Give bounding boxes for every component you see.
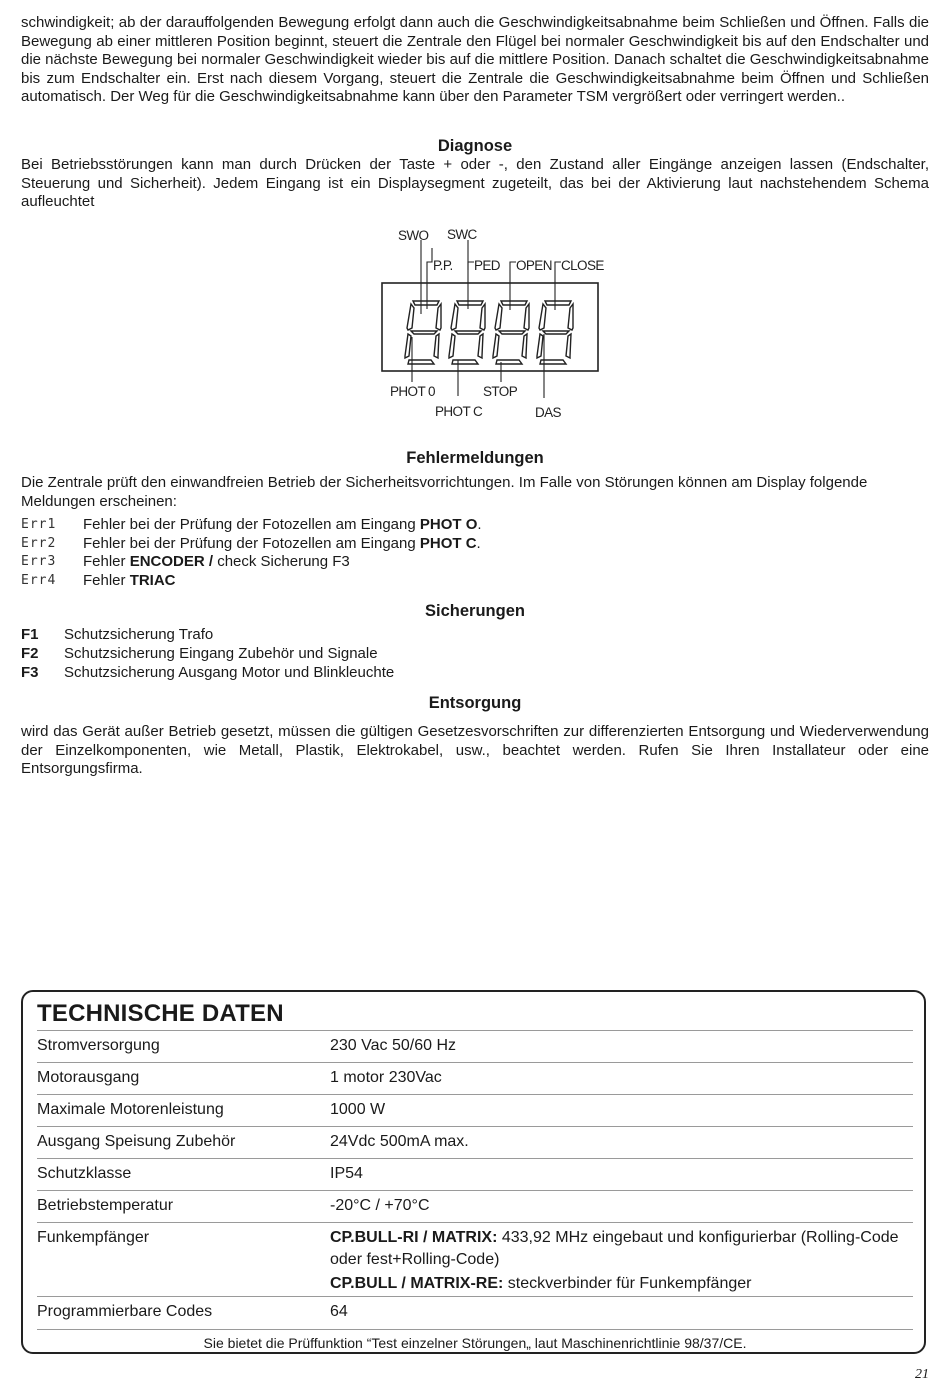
tech-value: -20°C / +70°C: [330, 1197, 430, 1214]
fuse-code: F3: [21, 663, 39, 681]
tech-row: [37, 1062, 913, 1095]
fuse-description: Schutzsicherung Eingang Zubehör und Signale: [64, 644, 378, 662]
tech-value: 1 motor 230Vac: [330, 1069, 442, 1086]
error-list: [21, 516, 929, 590]
label-open: OPEN: [516, 258, 552, 273]
label-ped: PED: [474, 258, 500, 273]
fuse-item: [21, 645, 929, 664]
tech-key: Schutzklasse: [37, 1165, 132, 1182]
label-close: CLOSE: [561, 258, 604, 273]
tech-key: Programmierbare Codes: [37, 1303, 213, 1320]
error-item: [21, 572, 929, 591]
display-panel: [382, 283, 598, 371]
tech-row: [37, 1222, 913, 1297]
fuse-item: [21, 664, 929, 683]
error-code: Err3: [21, 554, 57, 570]
tech-key: Funkempfänger: [37, 1229, 150, 1246]
error-item: [21, 535, 929, 554]
tech-value: 230 Vac 50/60 Hz: [330, 1037, 457, 1054]
tech-value: CP.BULL-RI / MATRIX: 433,92 MHz eingebaut und konfigurierbar (Rolling-Code oder fest+Rolling-Code) CP.BULL / MATRIX-RE: steckverbinder für Funkempfänger: [330, 1229, 899, 1292]
section-title-sicherungen: Sicherungen: [425, 602, 525, 620]
diagnose-paragraph: Bei Betriebsstörungen kann man durch Drücken der Taste + oder -, den Zustand aller Eingänge anzeigen lassen (Endschalter, Steuerung und Sicherheit). Jedem Eingang ist ein Displaysegment zugeteilt, das bei der Aktivierung laut nachstehendem Schema aufleuchtet: [21, 156, 929, 211]
technical-data-title: TECHNISCHE DATEN: [37, 1000, 284, 1027]
fuse-item: [21, 626, 929, 645]
disposal-paragraph: wird das Gerät außer Betrieb gesetzt, müssen die gültigen Gesetzesvorschriften zur differenzierten Entsorgung und Wiederverwendung der Einzelkomponenten, wie Metall, Plastik, Elektrokabel, usw., beachtet werden. Rufen Sie Ihren Installateur oder eine Entsorgungsfirma.: [21, 723, 929, 778]
tech-row: [37, 1296, 913, 1329]
section-title-diagnose: Diagnose: [437, 137, 513, 155]
page-number: 21: [915, 1367, 929, 1382]
error-item: [21, 553, 929, 572]
section-title-fehlermeldungen: Fehlermeldungen: [406, 449, 544, 467]
error-item: [21, 516, 929, 535]
error-code: Err1: [21, 517, 57, 532]
label-swc: SWC: [447, 227, 477, 242]
label-das: DAS: [535, 405, 561, 420]
tech-value: 1000 W: [330, 1101, 386, 1118]
fuse-code: F2: [21, 644, 39, 662]
error-description: Fehler TRIAC: [83, 571, 176, 589]
fuse-list: [21, 626, 929, 682]
fuse-description: Schutzsicherung Trafo: [64, 626, 214, 643]
error-description: Fehler bei der Prüfung der Fotozellen am Eingang PHOT C.: [83, 534, 481, 552]
tech-row: [37, 1126, 913, 1159]
tech-key: Stromversorgung: [37, 1037, 160, 1054]
tech-row: [37, 1030, 913, 1063]
intro-paragraph: schwindigkeit; ab der darauffolgenden Bewegung erfolgt dann auch die Geschwindigkeitsabnahme beim Schließen und Öffnen. Falls die Bewegung ab einer mittleren Position beginnt, steuert die Zentrale den Flügel bei normaler Geschwindigkeit bis auf den Endschalter und die nächste Bewegung bei normaler Geschwindigkeit wieder bis auf die mittlere Position. Danach schaltet die Geschwindigkeitsabnahme bis zum Endschalter ein. Erst nach diesem Vorgang, steuert die Zentrale die Geschwindigkeitsabnahme beim Öffnen und Schließen automatisch. Der Weg für die Geschwindigkeitsabnahme kann über den Parameter TSM vergrößert oder verringert werden..: [21, 14, 929, 106]
tech-row: [37, 1094, 913, 1127]
tech-value: 24Vdc 500mA max.: [330, 1133, 469, 1150]
technical-data-note: Sie bietet die Prüffunktion “Test einzelner Störungen„ laut Maschinenrichtlinie 98/37/CE.: [37, 1329, 913, 1354]
label-stop: STOP: [483, 384, 518, 399]
label-photc: PHOT C: [435, 404, 483, 419]
tech-value: 64: [330, 1303, 348, 1320]
error-code: Err4: [21, 572, 57, 588]
tech-row: [37, 1190, 913, 1223]
error-description: Fehler bei der Prüfung der Fotozellen am Eingang PHOT O.: [83, 516, 482, 533]
error-description: Fehler ENCODER / check Sicherung F3: [83, 553, 350, 571]
tech-key: Motorausgang: [37, 1069, 140, 1086]
tech-value: IP54: [330, 1165, 363, 1182]
section-title-entsorgung: Entsorgung: [428, 694, 522, 712]
tech-key: Maximale Motorenleistung: [37, 1101, 224, 1118]
tech-key: Betriebstemperatur: [37, 1197, 174, 1214]
label-pp: P.P.: [433, 258, 453, 273]
label-phot0: PHOT 0: [390, 384, 435, 399]
fuse-code: F1: [21, 626, 39, 643]
display-diagram: [361, 210, 621, 420]
tech-row: [37, 1158, 913, 1191]
tech-key: Ausgang Speisung Zubehör: [37, 1133, 236, 1150]
fuse-description: Schutzsicherung Ausgang Motor und Blinkleuchte: [64, 663, 395, 681]
error-code: Err2: [21, 535, 57, 551]
errors-paragraph: Die Zentrale prüft den einwandfreien Betrieb der Sicherheitsvorrichtungen. Im Falle von Störungen können am Display folgende Meldungen erscheinen:: [21, 474, 868, 510]
technical-data-box: [21, 990, 926, 1354]
label-swo: SWO: [398, 228, 429, 243]
